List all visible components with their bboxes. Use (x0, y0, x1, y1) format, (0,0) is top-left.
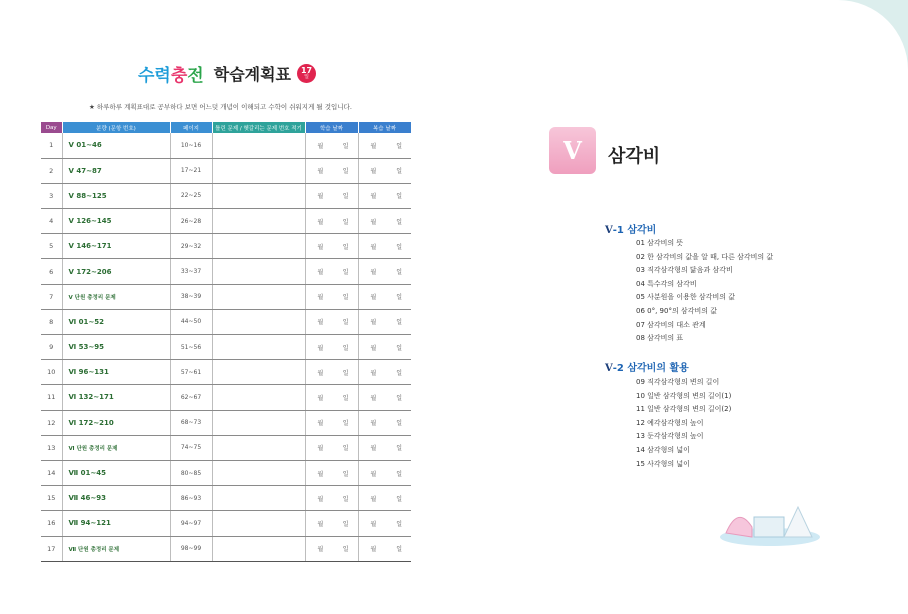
table-row (41, 335, 411, 360)
table-row (41, 536, 411, 561)
plan-notice: ★ 하루하루 계획표대로 공부하다 보면 어느덧 개념이 이해되고 수학이 쉬워지게 될 것입니다. (89, 103, 352, 111)
month-label: 월 (317, 394, 324, 402)
list-item: 04 특수각의 삼각비 (636, 279, 697, 288)
study-date-cell[interactable] (305, 536, 358, 561)
month-label: 월 (317, 445, 324, 453)
day-label: 일 (342, 546, 349, 554)
wrong-problems-cell[interactable] (212, 536, 305, 561)
month-label: 월 (317, 218, 324, 226)
day-cell: 7 (41, 284, 62, 309)
day-cell: 13 (41, 435, 62, 460)
pages-cell: 68~73 (170, 410, 212, 435)
table-row (41, 360, 411, 385)
month-label: 월 (370, 369, 377, 377)
list-item: 08 삼각비의 표 (636, 334, 684, 343)
study-date-cell[interactable] (305, 360, 358, 385)
day-label: 일 (342, 269, 349, 277)
col-header-pages: 페이지 (170, 122, 212, 133)
unit-range-cell: Ⅴ 47~87 (62, 158, 170, 183)
review-date-cell[interactable] (358, 536, 411, 561)
pages-cell: 29~32 (170, 234, 212, 259)
review-date-cell[interactable] (358, 183, 411, 208)
list-item: 14 삼각형의 넓이 (636, 445, 690, 454)
month-label: 월 (317, 294, 324, 302)
review-date-cell[interactable] (358, 486, 411, 511)
table-row (41, 410, 411, 435)
unit-range-cell: Ⅴ 146~171 (62, 234, 170, 259)
chapter-title: 삼각비 (608, 146, 661, 167)
day-label: 일 (342, 495, 349, 503)
unit-range-cell: Ⅴ 01~46 (62, 133, 170, 158)
review-date-cell[interactable] (358, 435, 411, 460)
day-cell: 17 (41, 536, 62, 561)
day-label: 일 (342, 294, 349, 302)
study-date-cell[interactable] (305, 385, 358, 410)
day-label: 일 (396, 218, 402, 226)
review-date-cell[interactable] (358, 284, 411, 309)
protractor-shape (726, 517, 752, 537)
table-row (41, 460, 411, 485)
list-item: 09 직각삼각형의 변의 길이 (636, 378, 720, 386)
day-label: 일 (396, 142, 402, 150)
table-body (41, 133, 411, 561)
table-row (41, 284, 411, 309)
wrong-problems-cell[interactable] (212, 511, 305, 536)
day-cell: 9 (41, 335, 62, 360)
day-label: 일 (396, 520, 402, 528)
triangle-ruler-shape (784, 507, 812, 537)
table-row (41, 511, 411, 536)
unit-range-cell: Ⅴ 172~206 (62, 259, 170, 284)
month-label: 월 (370, 168, 377, 176)
section-2-topic-list (636, 377, 731, 472)
day-label: 일 (342, 445, 349, 453)
review-date-cell[interactable] (358, 511, 411, 536)
review-date-cell[interactable] (358, 158, 411, 183)
month-label: 월 (370, 394, 377, 402)
pages-cell: 62~67 (170, 385, 212, 410)
day-label: 일 (396, 470, 402, 478)
review-date-cell[interactable] (358, 360, 411, 385)
wrong-problems-cell[interactable] (212, 234, 305, 259)
month-label: 월 (370, 520, 377, 528)
day-cell: 6 (41, 259, 62, 284)
pages-cell: 94~97 (170, 511, 212, 536)
unit-range-cell: Ⅵ 132~171 (62, 385, 170, 410)
wrong-problems-cell[interactable] (212, 158, 305, 183)
pages-cell: 10~16 (170, 133, 212, 158)
day-label: 일 (342, 344, 349, 352)
wrong-problems-cell[interactable] (212, 385, 305, 410)
ruler-block-shape (754, 517, 784, 537)
day-label: 일 (342, 319, 349, 327)
day-label: 일 (396, 495, 402, 503)
study-date-cell[interactable] (305, 511, 358, 536)
month-label: 월 (370, 294, 377, 302)
day-label: 일 (396, 319, 402, 327)
pages-cell: 86~93 (170, 486, 212, 511)
plan-title: 학습계획표 (213, 64, 292, 84)
wrong-problems-cell[interactable] (212, 486, 305, 511)
pages-cell: 26~28 (170, 209, 212, 234)
wrong-problems-cell[interactable] (212, 460, 305, 485)
wrong-problems-cell[interactable] (212, 360, 305, 385)
review-date-cell[interactable] (358, 460, 411, 485)
unit-range-cell: Ⅴ 88~125 (62, 183, 170, 208)
day-label: 일 (342, 193, 349, 201)
study-date-cell[interactable] (305, 435, 358, 460)
month-label: 월 (317, 168, 324, 176)
list-item: 07 삼각비의 대소 관계 (636, 320, 706, 329)
days-badge: 17 일 (297, 64, 316, 83)
study-date-cell[interactable] (305, 259, 358, 284)
month-label: 월 (317, 142, 324, 150)
pages-cell: 98~99 (170, 536, 212, 561)
day-cell: 10 (41, 360, 62, 385)
day-label: 일 (396, 168, 402, 176)
review-date-cell[interactable] (358, 410, 411, 435)
review-date-cell[interactable] (358, 385, 411, 410)
table-row (41, 259, 411, 284)
table-row (41, 486, 411, 511)
month-label: 월 (370, 470, 377, 478)
day-cell: 2 (41, 158, 62, 183)
month-label: 월 (370, 193, 377, 201)
list-item: 05 사분원을 이용한 삼각비의 값 (636, 293, 735, 302)
table-row (41, 183, 411, 208)
list-item: 03 직각삼각형의 닮음과 삼각비 (636, 266, 733, 275)
wrong-problems-cell[interactable] (212, 284, 305, 309)
plan-header (138, 60, 316, 86)
pages-cell: 57~61 (170, 360, 212, 385)
table-row (41, 158, 411, 183)
table-row (41, 209, 411, 234)
table-header-row (41, 122, 411, 133)
month-label: 월 (370, 445, 377, 453)
month-label: 월 (317, 269, 324, 277)
unit-range-cell: Ⅴ 126~145 (62, 209, 170, 234)
month-label: 월 (370, 344, 377, 352)
day-cell: 4 (41, 209, 62, 234)
col-header-wrong-problems: 틀린 문제 / 헷갈리는 문제 번호 적기 (212, 122, 305, 133)
protractor-ruler-illustration (718, 497, 822, 547)
study-date-cell[interactable] (305, 209, 358, 234)
table-row (41, 435, 411, 460)
day-label: 일 (342, 470, 349, 478)
day-cell: 16 (41, 511, 62, 536)
month-label: 월 (317, 420, 324, 428)
wrong-problems-cell[interactable] (212, 435, 305, 460)
wrong-problems-cell[interactable] (212, 209, 305, 234)
study-date-cell[interactable] (305, 486, 358, 511)
table-row (41, 234, 411, 259)
month-label: 월 (370, 319, 377, 327)
list-item: 13 둔각삼각형의 높이 (636, 432, 704, 441)
day-label: 일 (396, 243, 402, 251)
day-cell: 14 (41, 460, 62, 485)
month-label: 월 (370, 243, 377, 251)
table-row (41, 133, 411, 158)
day-cell: 8 (41, 309, 62, 334)
month-label: 월 (317, 193, 324, 201)
unit-range-cell: Ⅵ 단원 총정리 문제 (62, 435, 170, 460)
wrong-problems-cell[interactable] (212, 183, 305, 208)
table-row (41, 309, 411, 334)
day-label: 일 (396, 344, 402, 352)
brand-logo: 수력충전 (138, 65, 204, 86)
day-label: 일 (396, 294, 402, 302)
day-label: 일 (342, 520, 349, 528)
day-label: 일 (342, 142, 349, 150)
month-label: 월 (317, 369, 324, 377)
day-cell: 11 (41, 385, 62, 410)
day-label: 일 (396, 193, 402, 201)
unit-range-cell: Ⅶ 01~45 (62, 460, 170, 485)
list-item: 15 사각형의 넓이 (636, 459, 690, 468)
study-date-cell[interactable] (305, 133, 358, 158)
day-label: 일 (342, 218, 349, 226)
unit-range-cell: Ⅴ 단원 총정리 문제 (62, 284, 170, 309)
day-label: 일 (342, 243, 349, 251)
table-row (41, 385, 411, 410)
study-date-cell[interactable] (305, 335, 358, 360)
unit-range-cell: Ⅵ 96~131 (62, 360, 170, 385)
list-item: 01 삼각비의 뜻 (636, 239, 684, 247)
study-date-cell[interactable] (305, 284, 358, 309)
pages-cell: 17~21 (170, 158, 212, 183)
list-item: 06 0°, 90°의 삼각비의 값 (636, 306, 717, 315)
col-header-day: Day (41, 122, 62, 133)
section-heading-2: Ⅴ-2 삼각비의 활용 (605, 363, 689, 374)
chapter-number-badge: Ⅴ (549, 127, 596, 174)
list-item: 12 예각삼각형의 높이 (636, 418, 704, 427)
day-cell: 1 (41, 133, 62, 158)
day-label: 일 (396, 394, 402, 402)
day-label: 일 (396, 445, 402, 453)
study-date-cell[interactable] (305, 410, 358, 435)
day-label: 일 (342, 168, 349, 176)
month-label: 월 (370, 218, 377, 226)
day-cell: 5 (41, 234, 62, 259)
month-label: 월 (370, 495, 377, 503)
pages-cell: 80~85 (170, 460, 212, 485)
review-date-cell[interactable] (358, 234, 411, 259)
day-label: 일 (396, 420, 402, 428)
wrong-problems-cell[interactable] (212, 335, 305, 360)
pages-cell: 38~39 (170, 284, 212, 309)
wrong-problems-cell[interactable] (212, 410, 305, 435)
day-cell: 15 (41, 486, 62, 511)
review-date-cell[interactable] (358, 209, 411, 234)
unit-range-cell: Ⅵ 172~210 (62, 410, 170, 435)
review-date-cell[interactable] (358, 309, 411, 334)
section-1-topic-list (636, 238, 773, 347)
month-label: 월 (317, 470, 324, 478)
day-label: 일 (342, 394, 349, 402)
pages-cell: 33~37 (170, 259, 212, 284)
pages-cell: 22~25 (170, 183, 212, 208)
review-date-cell[interactable] (358, 259, 411, 284)
wrong-problems-cell[interactable] (212, 259, 305, 284)
unit-range-cell: Ⅵ 53~95 (62, 335, 170, 360)
month-label: 월 (317, 344, 324, 352)
month-label: 월 (317, 495, 324, 503)
day-label: 일 (396, 369, 402, 377)
wrong-problems-cell[interactable] (212, 133, 305, 158)
study-date-cell[interactable] (305, 460, 358, 485)
study-date-cell[interactable] (305, 309, 358, 334)
section-heading-1: Ⅴ-1 삼각비 (605, 225, 657, 236)
month-label: 월 (317, 546, 324, 554)
unit-range-cell: Ⅶ 94~121 (62, 511, 170, 536)
pages-cell: 51~56 (170, 335, 212, 360)
unit-range-cell: Ⅵ 01~52 (62, 309, 170, 334)
month-label: 월 (370, 420, 377, 428)
col-header-review-date: 복습 날짜 (358, 122, 411, 133)
study-plan-table (41, 122, 412, 562)
study-date-cell[interactable] (305, 234, 358, 259)
list-item: 11 일반 삼각형의 변의 길이(2) (636, 405, 732, 414)
month-label: 월 (370, 269, 377, 277)
day-label: 일 (396, 269, 402, 277)
day-cell: 3 (41, 183, 62, 208)
month-label: 월 (317, 319, 324, 327)
month-label: 월 (370, 142, 377, 150)
month-label: 월 (317, 243, 324, 251)
list-item: 02 한 삼각비의 값을 알 때, 다른 삼각비의 값 (636, 252, 774, 261)
day-cell: 12 (41, 410, 62, 435)
day-label: 일 (396, 546, 402, 554)
list-item: 10 일반 삼각형의 변의 길이(1) (636, 391, 732, 400)
wrong-problems-cell[interactable] (212, 309, 305, 334)
col-header-study-date: 학습 날짜 (305, 122, 358, 133)
review-date-cell[interactable] (358, 335, 411, 360)
month-label: 월 (317, 520, 324, 528)
review-date-cell[interactable] (358, 133, 411, 158)
col-header-unit: 분량 (문항 번호) (62, 122, 170, 133)
day-label: 일 (342, 420, 349, 428)
day-label: 일 (342, 369, 349, 377)
pages-cell: 74~75 (170, 435, 212, 460)
pages-cell: 44~50 (170, 309, 212, 334)
unit-range-cell: Ⅶ 단원 총정리 문제 (62, 536, 170, 561)
study-date-cell[interactable] (305, 183, 358, 208)
study-date-cell[interactable] (305, 158, 358, 183)
unit-range-cell: Ⅶ 46~93 (62, 486, 170, 511)
month-label: 월 (370, 546, 377, 554)
